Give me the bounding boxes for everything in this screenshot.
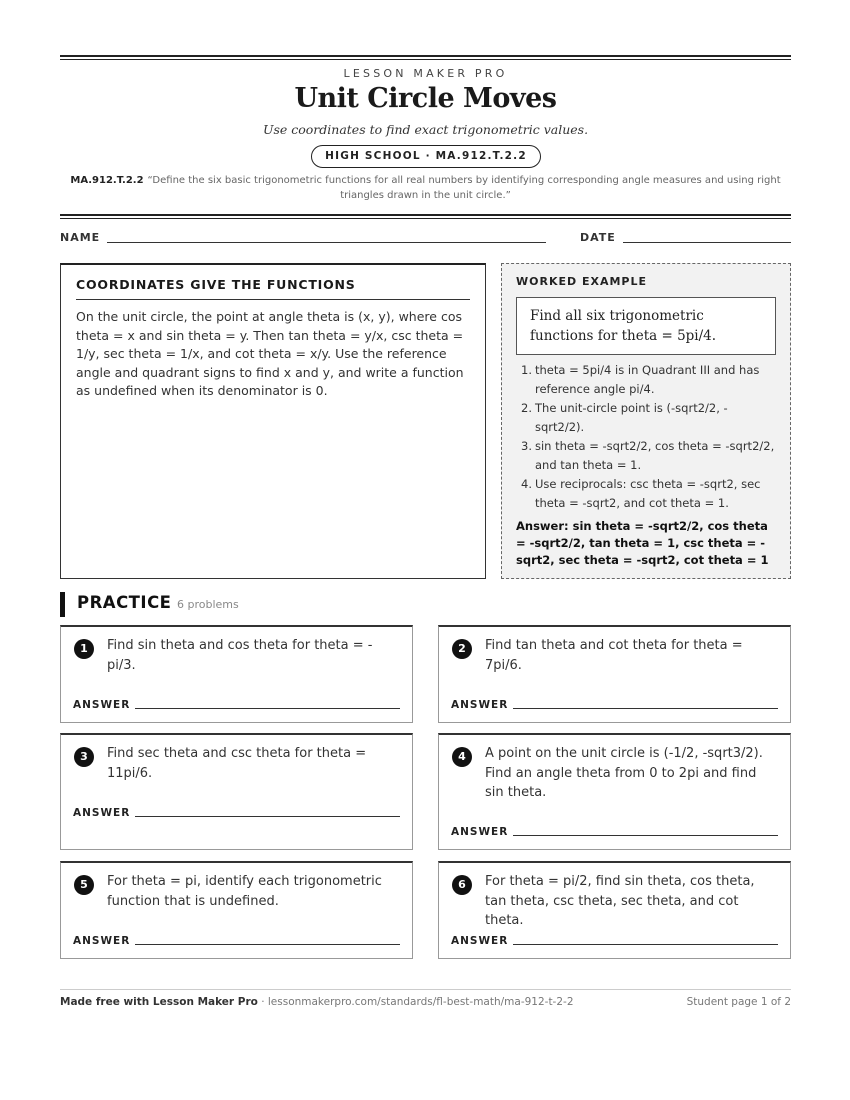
worked-step — [516, 437, 776, 475]
problem-text: Find sin theta and cos theta for theta = -pi/3. — [107, 638, 373, 673]
level-badge: HIGH SCHOOL · MA.912.T.2.2 — [311, 145, 541, 168]
problem-number: 3 — [74, 747, 94, 767]
student-fields — [60, 231, 791, 247]
problem-card — [60, 861, 413, 959]
problem-text: For theta = pi/2, find sin theta, cos theta, tan theta, csc theta, sec theta, and cot theta. — [485, 874, 755, 928]
answer-field[interactable] — [135, 816, 400, 817]
problem-card — [60, 625, 413, 723]
problem-card — [438, 861, 791, 959]
step-text: sin theta = -sqrt2/2, cos theta = -sqrt2/2, and tan theta = 1. — [535, 439, 775, 472]
answer-field[interactable] — [135, 708, 400, 709]
worked-example-prompt: Find all six trigonometric functions for theta = 5pi/4. — [516, 297, 776, 355]
date-label: DATE — [580, 231, 616, 244]
page-subtitle: Use coordinates to find exact trigonometric values. — [262, 122, 589, 137]
worked-example-steps — [516, 361, 776, 513]
problem-text: Find tan theta and cot theta for theta = 7pi/6. — [485, 638, 743, 673]
answer-label: ANSWER — [73, 699, 131, 711]
practice-heading — [60, 592, 460, 617]
answer-field[interactable] — [513, 835, 778, 836]
answer-label: ANSWER — [451, 826, 509, 838]
date-field[interactable] — [623, 242, 791, 243]
worksheet-page — [60, 0, 791, 1100]
problem-number: 2 — [452, 639, 472, 659]
brand-name: LESSON MAKER PRO — [343, 67, 508, 80]
problem-number: 1 — [74, 639, 94, 659]
problem-number: 6 — [452, 875, 472, 895]
worked-example-answer: Answer: sin theta = -sqrt2/2, cos theta = -sqrt2/2, tan theta = 1, csc theta = -sqrt2, sec theta = -sqrt2, cot theta = 1 — [516, 519, 769, 567]
step-text: theta = 5pi/4 is in Quadrant III and has reference angle pi/4. — [535, 363, 760, 396]
answer-field[interactable] — [513, 708, 778, 709]
answer-field[interactable] — [135, 944, 400, 945]
problem-number: 4 — [452, 747, 472, 767]
footer-rule — [60, 989, 791, 990]
standard-statement — [60, 173, 791, 203]
problem-text: Find sec theta and csc theta for theta = 11pi/6. — [107, 746, 367, 781]
answer-label: ANSWER — [73, 935, 131, 947]
answer-label: ANSWER — [73, 807, 131, 819]
problem-number: 5 — [74, 875, 94, 895]
worked-example-box — [501, 263, 791, 579]
step-number: 1. — [521, 363, 532, 377]
practice-count: 6 problems — [177, 598, 239, 611]
step-text: Use reciprocals: csc theta = -sqrt2, sec theta = -sqrt2, and cot theta = 1. — [535, 477, 761, 510]
worked-step — [516, 399, 776, 437]
footer-made-with: Made free with Lesson Maker Pro — [60, 996, 258, 1008]
footer-credit — [60, 996, 574, 1008]
practice-title: PRACTICE — [77, 593, 172, 612]
problem-text: For theta = pi, identify each trigonometric function that is undefined. — [107, 874, 382, 909]
problem-card — [438, 733, 791, 850]
answer-label: ANSWER — [451, 699, 509, 711]
name-field[interactable] — [107, 242, 546, 243]
worked-example-title: WORKED EXAMPLE — [516, 275, 647, 288]
standard-code: MA.912.T.2.2 — [70, 175, 144, 186]
problem-text: A point on the unit circle is (-1/2, -sqrt3/2). Find an angle theta from 0 to 2pi and find sin theta. — [485, 746, 763, 800]
problem-card — [60, 733, 413, 850]
step-number: 4. — [521, 477, 532, 491]
concept-box — [60, 263, 486, 579]
name-label: NAME — [60, 231, 101, 244]
answer-label: ANSWER — [451, 935, 509, 947]
step-number: 2. — [521, 401, 532, 415]
worked-step — [516, 361, 776, 399]
standard-text: “Define the six basic trigonometric functions for all real numbers by identifying corresponding angle measures and using right triangles drawn in the unit circle.” — [147, 175, 781, 201]
worked-step — [516, 475, 776, 513]
answer-field[interactable] — [513, 944, 778, 945]
footer-page-number: Student page 1 of 2 — [686, 996, 791, 1008]
concept-title: COORDINATES GIVE THE FUNCTIONS — [76, 277, 470, 300]
practice-accent-bar — [60, 592, 65, 617]
concept-body: On the unit circle, the point at angle theta is (x, y), where cos theta = x and sin theta = y. Then tan theta = y/x, csc theta = 1/y, sec theta = 1/x, and cot theta = x/y. Use the reference angle and quadrant signs to find x and y, and write a function as undefined when its denominator is 0. — [76, 309, 464, 398]
page-title: Unit Circle Moves — [294, 83, 557, 114]
header-bottom-rule — [60, 214, 791, 216]
footer-url[interactable]: · lessonmakerpro.com/standards/fl-best-math/ma-912-t-2-2 — [257, 996, 574, 1008]
top-rule — [60, 55, 791, 57]
step-number: 3. — [521, 439, 532, 453]
problem-card — [438, 625, 791, 723]
step-text: The unit-circle point is (-sqrt2/2, -sqrt2/2). — [535, 401, 728, 434]
